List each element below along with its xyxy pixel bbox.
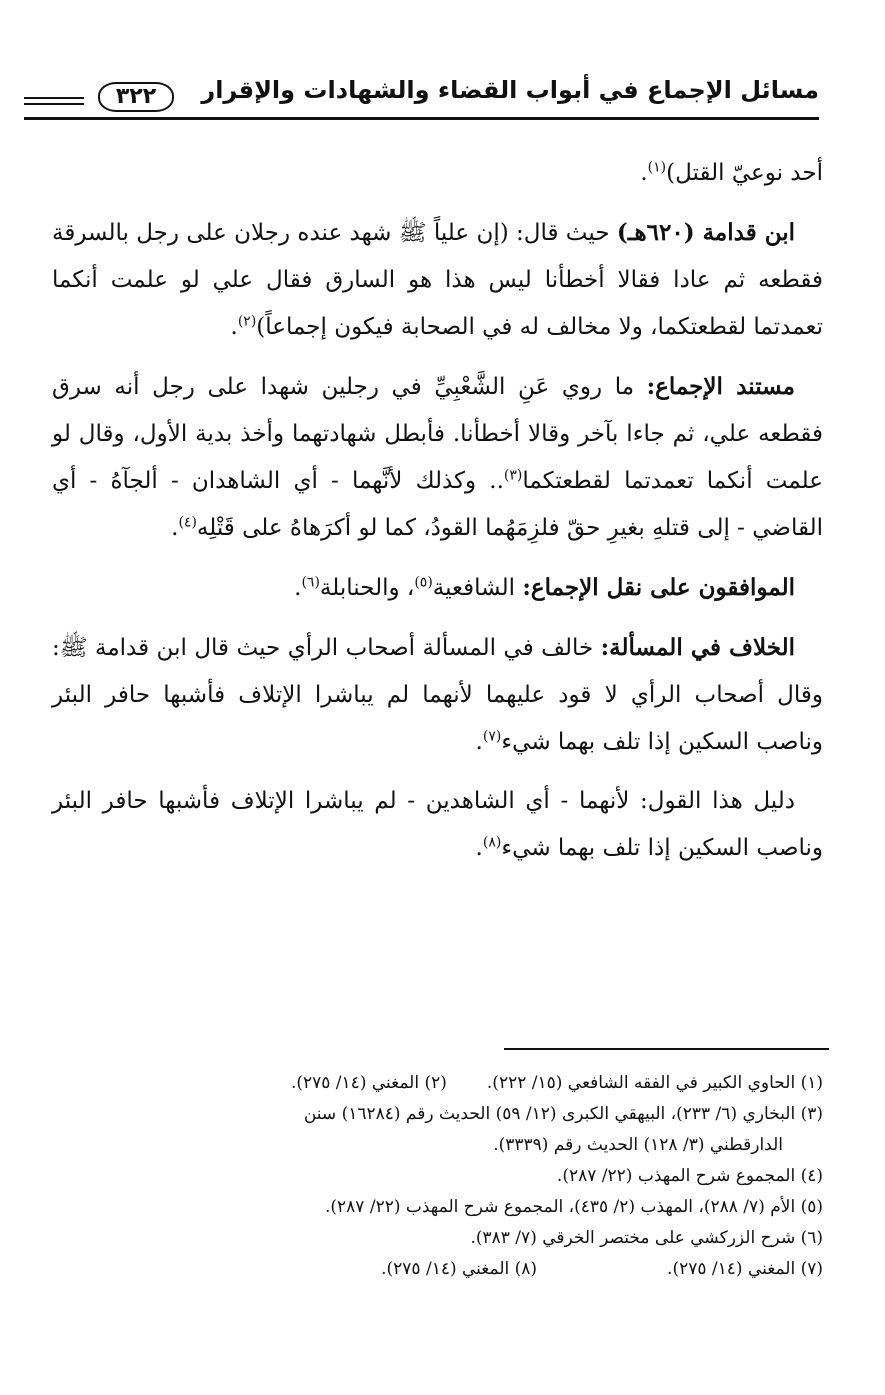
header-ornament-line	[24, 103, 84, 105]
paragraph-lead: الخلاف في المسألة:	[600, 634, 795, 661]
footnote-line: (٦) شرح الزركشي على مختصر الخرقي (٧/ ٣٨٣).	[470, 1228, 823, 1248]
paragraph: الموافقون على نقل الإجماع: الشافعية$^{(٥)}$، والحنابلة$^{(٦)}$.	[294, 574, 795, 601]
paragraph-lead: ابن قدامة (٦٢٠هـ)	[616, 219, 795, 246]
footnote-ref: (١)	[647, 159, 667, 176]
footnote-line: (٣) البخاري (٦/ ٢٣٣)، البيهقي الكبرى (١٢/ ٥٩) الحديث رقم (١٦٢٨٤) سنن	[303, 1104, 823, 1124]
header-ornament-line	[24, 97, 84, 99]
footnote-line: (٥) الأم (٧/ ٢٨٨)، المهذب (٢/ ٤٣٥)، المجموع شرح المهذب (٢٢/ ٢٨٧).	[324, 1197, 823, 1217]
footnote-ref: (٤)	[178, 514, 197, 531]
paragraph: أحد نوعيّ القتل)$^{(١)}$.	[640, 159, 823, 186]
footnote-separator	[504, 1048, 829, 1050]
paragraph: ابن قدامة (٦٢٠هـ) حيث قال: (إن علياً ﷺ شهد عنده رجلان على رجل بالسرقة فقطعه ثم عادا فقالا أخطأنا ليس هذا هو السارق فقال علي لو علمت أنكما تعمدتما لقطعتكما، ولا مخالف له في الصحابة فيكون إجماعاً)$^{(٢)}$.	[52, 219, 823, 340]
paragraph-lead: الموافقون على نقل الإجماع:	[522, 574, 795, 601]
paragraph-lead: مستند الإجماع:	[646, 373, 795, 400]
main-text	[52, 150, 823, 884]
running-title: مسائل الإجماع في أبواب القضاء والشهادات والإقرار	[201, 76, 819, 104]
page-header	[24, 72, 819, 120]
paragraph: مستند الإجماع: ما روي عَنِ الشَّعْبِيِّ في رجلين شهدا على رجل أنه سرق فقطعه علي، ثم جاءا بآخر وقالا أخطأنا. فأبطل شهادتهما وأخذ بدية الأول، وقال لو علمت أنكما تعمدتما لقطعتكما$^{(٣)}$.. وكذلك لأنَّهما - أي الشاهدان - ألجآهُ - أي القاضي - إلى قتلهِ بغيرِ حقّ فلزِمَهُما القودُ، كما لو أكرَهاهُ على قَتْلِه$^{(٤)}$.	[52, 373, 823, 541]
footnote-line: (٤) المجموع شرح المهذب (٢٢/ ٢٨٧).	[556, 1166, 823, 1186]
header-rule	[24, 117, 819, 120]
paragraph: دليل هذا القول: لأنهما - أي الشاهدين - لم يباشرا الإتلاف فأشبها حافر البئر وناصب السكين إذا تلف بهما شيء$^{(٨)}$.	[52, 788, 823, 861]
footnote-ref: (٦)	[301, 574, 320, 591]
footnote-line: (١) الحاوي الكبير في الفقه الشافعي (١٥/ ٢٢٢).(٢) المغني (١٤/ ٢٧٥).	[290, 1073, 823, 1093]
footnote-ref: (٣)	[503, 467, 523, 484]
footnote-line: (٧) المغني (١٤/ ٢٧٥).(٨) المغني (١٤/ ٢٧٥).	[381, 1259, 823, 1279]
footnotes	[52, 1068, 823, 1285]
footnote-line: الدارقطني (٣/ ١٢٨) الحديث رقم (٣٣٣٩).	[493, 1135, 783, 1155]
page-number: ٣٢٢	[88, 80, 184, 114]
paragraph: الخلاف في المسألة: خالف في المسألة أصحاب الرأي حيث قال ابن قدامة ﷺ: وقال أصحاب الرأي لا قود عليهما لأنهما لم يباشرا الإتلاف فأشبها حافر البئر وناصب السكين إذا تلف بهما شيء$^{(٧)}$.	[52, 634, 823, 755]
footnote-ref: (٥)	[414, 574, 433, 591]
footnote-ref: (٧)	[482, 728, 502, 745]
footnote-ref: (٢)	[237, 313, 257, 330]
footnote-ref: (٨)	[482, 834, 502, 851]
